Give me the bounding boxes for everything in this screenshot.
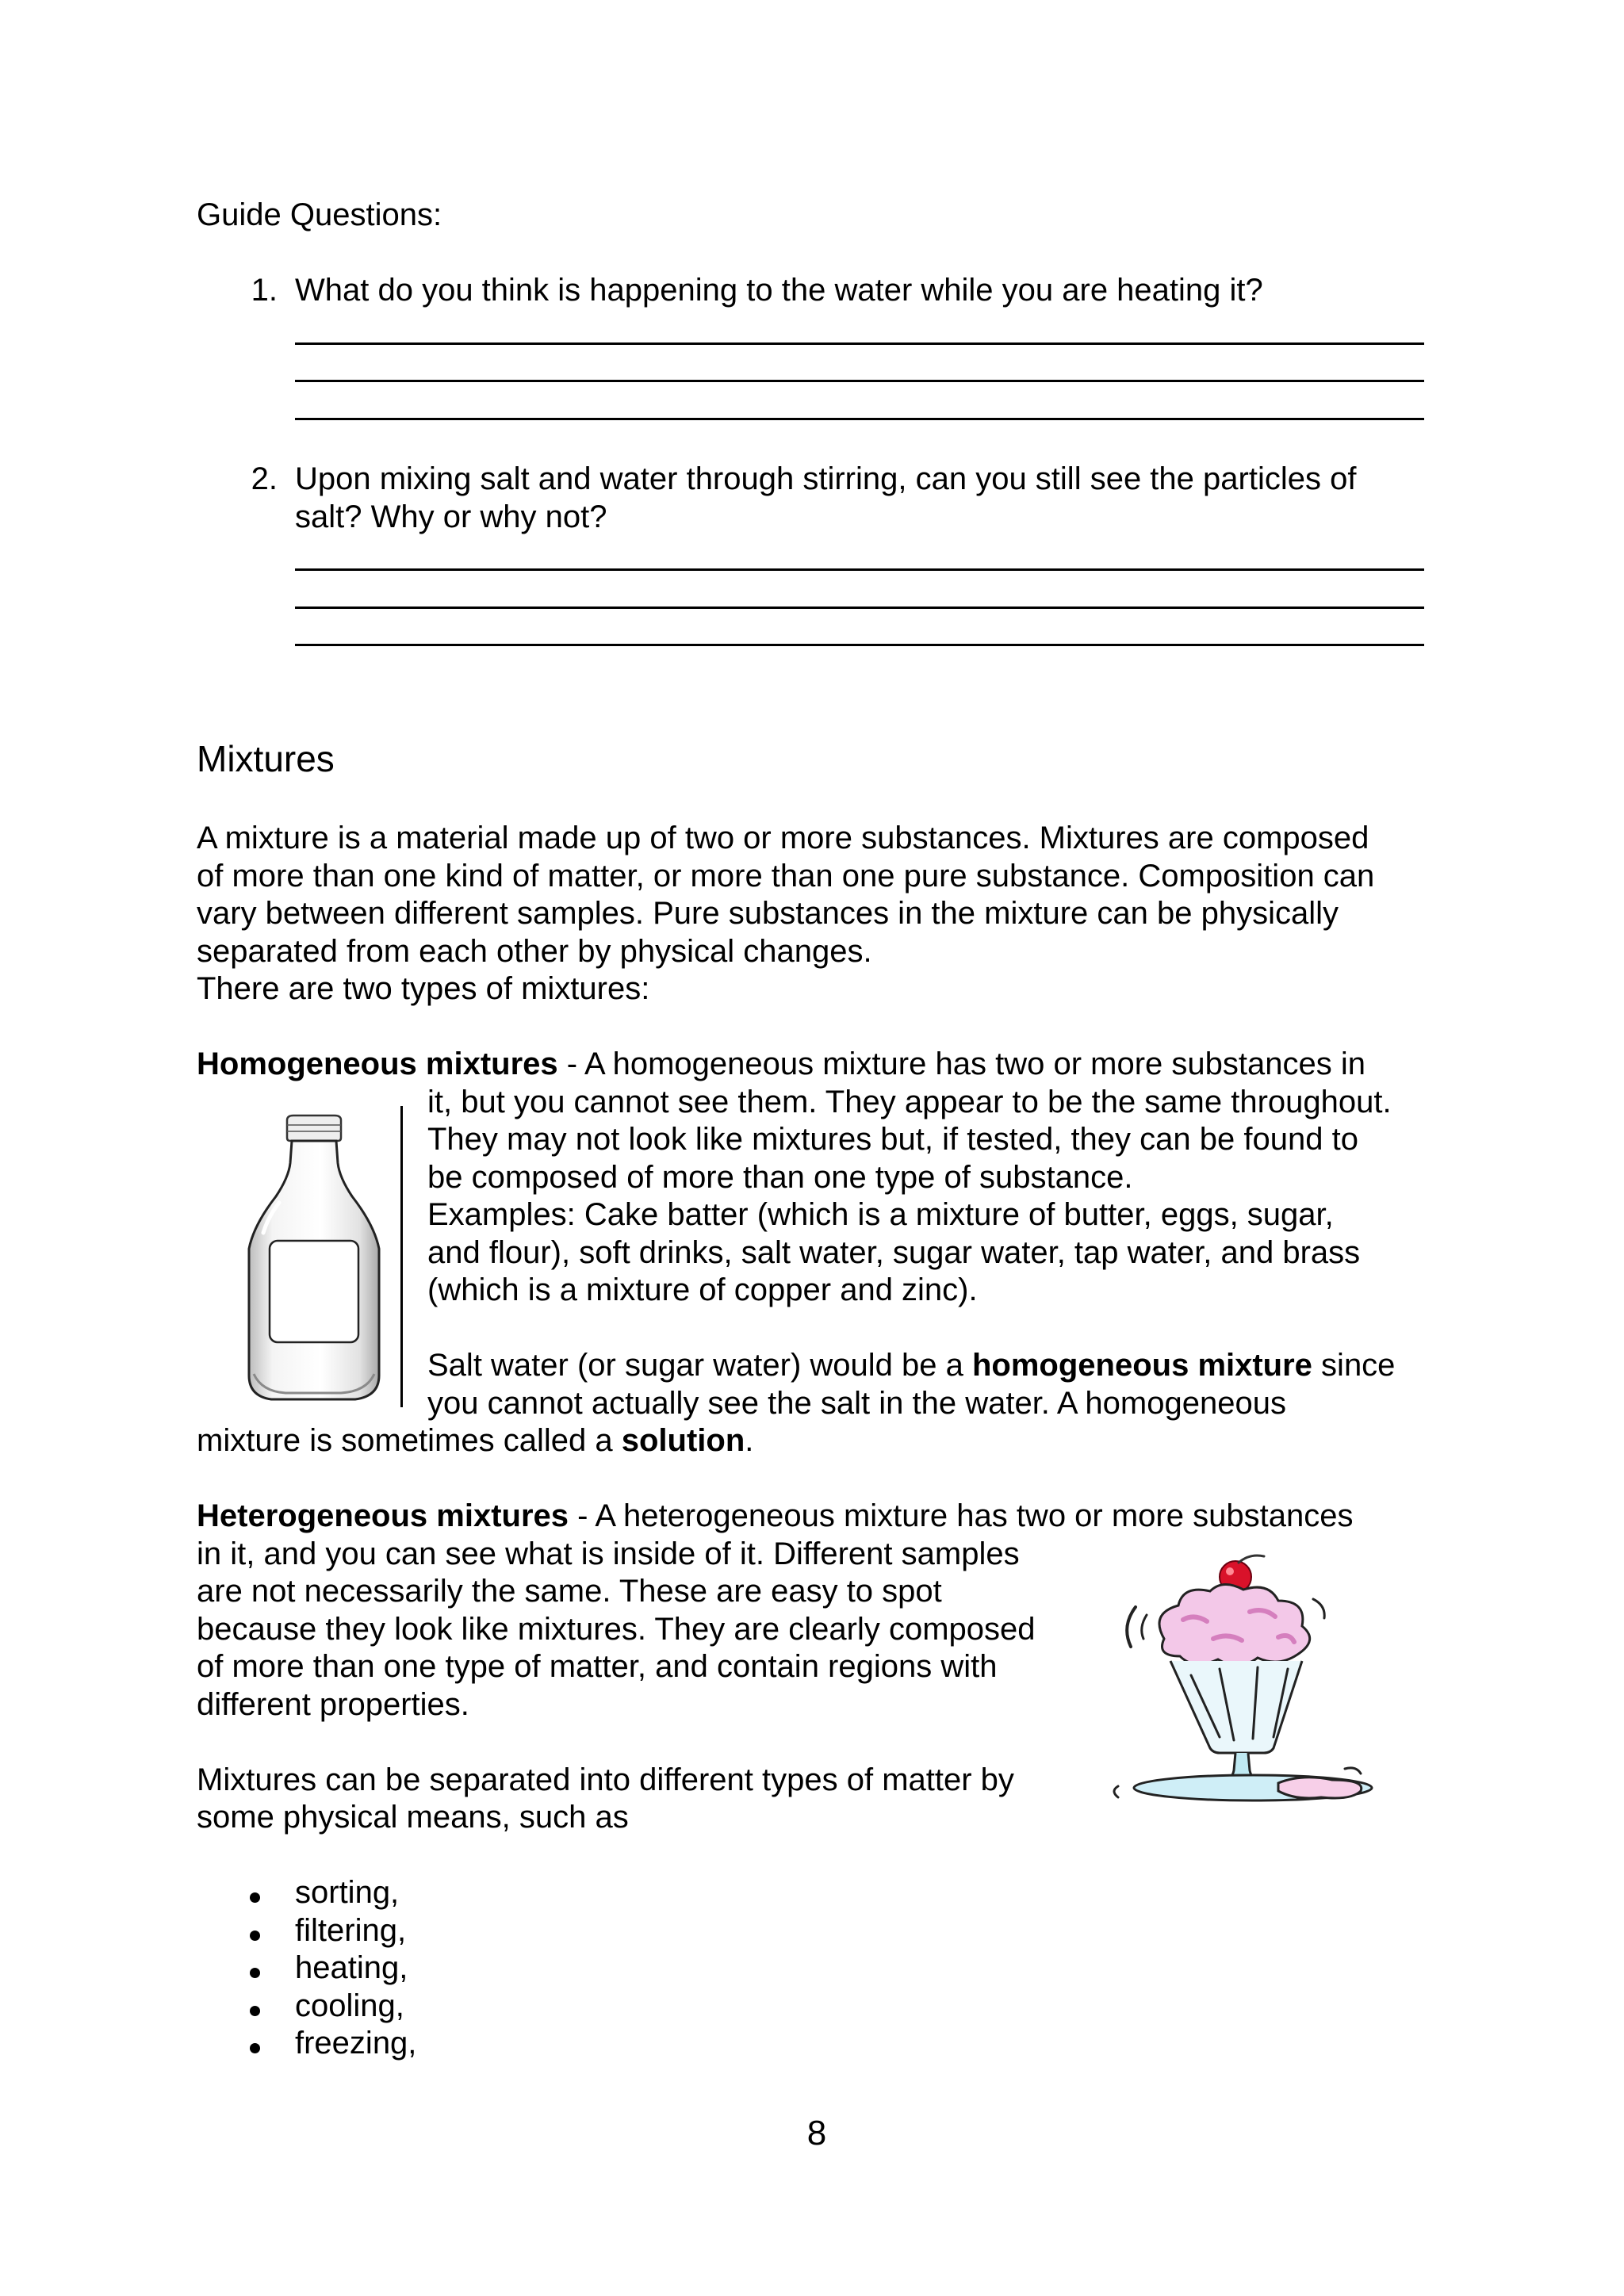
answer-line: [295, 342, 1424, 345]
ice-cream-sundae-icon: [1094, 1550, 1404, 1827]
homogeneous-term: Homogeneous mixtures: [197, 1047, 558, 1081]
list-item: freezing,: [295, 2026, 417, 2061]
bullet-icon: [250, 2006, 260, 2016]
answer-line: [295, 607, 1424, 609]
homogeneous-line: They may not look like mixtures but, if tested, they can be found to: [427, 1122, 1358, 1157]
homogeneous-line: and flour), soft drinks, salt water, sugar water, tap water, and brass: [427, 1235, 1361, 1270]
answer-line: [295, 644, 1424, 646]
homogeneous-line: Examples: Cake batter (which is a mixture of butter, eggs, sugar,: [427, 1197, 1334, 1232]
guide-questions-title: Guide Questions:: [197, 197, 442, 232]
heterogeneous-term: Heterogeneous mixtures: [197, 1498, 569, 1533]
heterogeneous-line: because they look like mixtures. They are clearly composed: [197, 1612, 1036, 1647]
bullet-icon: [250, 2043, 260, 2053]
heterogeneous-first-line: [197, 1497, 1353, 1535]
page-number: 8: [806, 2114, 827, 2152]
heterogeneous-line: in it, and you can see what is inside of it. Different samples: [197, 1536, 1020, 1571]
homogeneous-line: (which is a mixture of copper and zinc).: [427, 1272, 978, 1307]
intro-line: A mixture is a material made up of two or more substances. Mixtures are composed: [197, 821, 1369, 855]
intro-line: separated from each other by physical changes.: [197, 934, 872, 969]
answer-line: [295, 380, 1424, 382]
homogeneous-line: be composed of more than one type of substance.: [427, 1160, 1133, 1195]
solution-term: solution: [621, 1423, 745, 1458]
question-1-number: 1.: [251, 273, 278, 308]
list-item: sorting,: [295, 1875, 400, 1910]
section-heading-mixtures: Mixtures: [197, 738, 335, 779]
homogeneous-definition-start: - A homogeneous mixture has two or more substances in: [557, 1047, 1365, 1081]
question-2-number: 2.: [251, 461, 278, 496]
list-item: heating,: [295, 1950, 408, 1985]
bottle-icon: [230, 1114, 396, 1407]
image-divider: [400, 1106, 403, 1407]
list-item: filtering,: [295, 1913, 407, 1948]
salt-water-text: .: [745, 1423, 754, 1458]
heterogeneous-line: of more than one type of matter, and contain regions with: [197, 1649, 998, 1684]
salt-water-line-3: [197, 1422, 753, 1460]
bullet-icon: [250, 1931, 260, 1941]
intro-line: of more than one kind of matter, or more than one pure substance. Composition can: [197, 859, 1375, 894]
salt-water-text: mixture is sometimes called a: [197, 1423, 622, 1458]
heterogeneous-line: different properties.: [197, 1687, 469, 1722]
homogeneous-line: it, but you cannot see them. They appear to be the same throughout.: [427, 1085, 1392, 1119]
homogeneous-mixture-term: homogeneous mixture: [971, 1348, 1312, 1383]
answer-line: [295, 418, 1424, 420]
heterogeneous-definition-start: - A heterogeneous mixture has two or more substances: [569, 1498, 1354, 1533]
salt-water-line-1: [427, 1346, 1395, 1384]
question-1-text: What do you think is happening to the water while you are heating it?: [295, 273, 1263, 308]
homogeneous-first-line: [197, 1045, 1365, 1083]
list-item: cooling,: [295, 1988, 404, 2023]
salt-water-text: Salt water (or sugar water) would be a: [427, 1348, 972, 1383]
heterogeneous-line: are not necessarily the same. These are easy to spot: [197, 1574, 942, 1609]
salt-water-line-2: you cannot actually see the salt in the water. A homogeneous: [427, 1386, 1286, 1421]
separation-line: Mixtures can be separated into different types of matter by: [197, 1762, 1014, 1797]
question-2-text-line-2: salt? Why or why not?: [295, 499, 607, 534]
bullet-icon: [250, 1892, 260, 1903]
answer-line: [295, 568, 1424, 571]
intro-line: There are two types of mixtures:: [197, 971, 650, 1006]
bullet-icon: [250, 1968, 260, 1978]
intro-line: vary between different samples. Pure substances in the mixture can be physically: [197, 896, 1339, 931]
question-2-text-line-1: Upon mixing salt and water through stirring, can you still see the particles of: [295, 461, 1357, 496]
salt-water-text: since: [1312, 1348, 1396, 1383]
separation-line: some physical means, such as: [197, 1800, 629, 1835]
